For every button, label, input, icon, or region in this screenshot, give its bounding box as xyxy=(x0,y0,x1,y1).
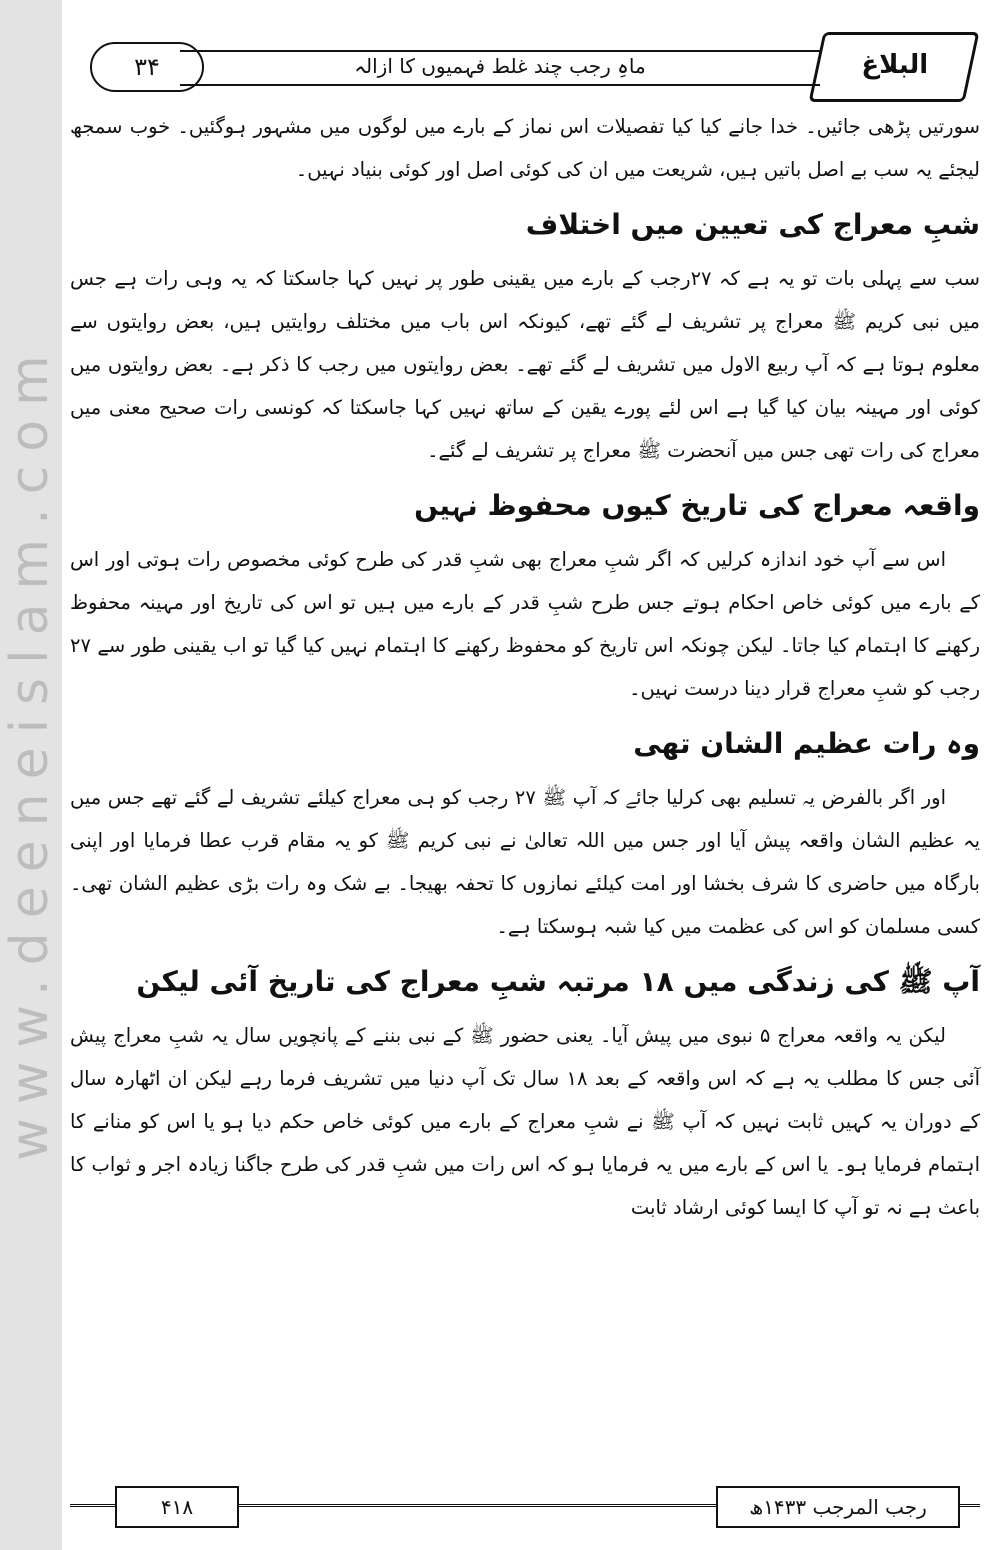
section-heading: آپ ﷺ کی زندگی میں ۱۸ مرتبہ شبِ معراج کی تاریخ آئی لیکن xyxy=(136,965,980,998)
page xyxy=(70,0,980,1550)
page-header xyxy=(70,28,980,100)
section-heading: وہ رات عظیم الشان تھی xyxy=(633,727,980,760)
article-body xyxy=(70,105,980,1229)
header-title: ماہِ رجب چند غلط فہمیوں کا ازالہ xyxy=(354,54,646,78)
watermark-text: www.deeneislam.com xyxy=(0,341,60,1161)
paragraph: اس سے آپ خود اندازہ کرلیں کہ اگر شبِ معراج بھی شبِ قدر کی طرح کوئی مخصوص رات ہوتی اور اس کے بارے میں کوئی خاص احکام ہوتے جس طرح شبِ قدر کے بارے میں ہیں تو اس کی تاریخ اور مہینہ محفوظ رکھنے کا اہتمام کیا جاتا۔ لیکن چونکہ اس تاریخ کو محفوظ رکھنے کا اہتمام نہیں کیا گیا تو اب یقینی طور سے ۲۷ رجب کو شبِ معراج قرار دینا درست نہیں۔ xyxy=(70,548,980,700)
watermark-strip xyxy=(0,0,62,1550)
header-frame xyxy=(180,50,820,86)
section-heading: واقعہ معراج کی تاریخ کیوں محفوظ نہیں xyxy=(414,489,980,522)
magazine-logo xyxy=(809,32,980,102)
footer-issue-date: رجب المرجب ۱۴۳۳ھ xyxy=(716,1486,960,1528)
paragraph: سورتیں پڑھی جائیں۔ خدا جانے کیا کیا تفصیلات اس نماز کے بارے میں لوگوں میں مشہور ہوگئیں۔ خوب سمجھ لیجئے یہ سب بے اصل باتیں ہیں، شریعت میں ان کی کوئی اصل اور کوئی بنیاد نہیں۔ xyxy=(70,115,980,181)
paragraph: اور اگر بالفرض یہ تسلیم بھی کرلیا جائے کہ آپ ﷺ ۲۷ رجب کو ہی معراج کیلئے تشریف لے گئے تھے جس میں یہ عظیم الشان واقعہ پیش آیا اور جس میں اللہ تعالیٰ نے نبی کریم ﷺ کو یہ مقام قرب عطا فرمایا اور اپنی بارگاہ میں حاضری کا شرف بخشا اور امت کیلئے نمازوں کا تحفہ بھیجا۔ بے شک وہ رات بڑی عظیم الشان تھی۔ کسی مسلمان کو اس کی عظمت میں کیا شبہ ہوسکتا ہے۔ xyxy=(70,786,980,938)
logo-text: البلاغ xyxy=(861,50,928,80)
page-footer xyxy=(70,1482,980,1532)
header-page-number: ۳۴ xyxy=(90,42,204,92)
paragraph: لیکن یہ واقعہ معراج ۵ نبوی میں پیش آیا۔ یعنی حضور ﷺ کے نبی بننے کے پانچویں سال یہ شبِ معراج پیش آئی جس کا مطلب یہ ہے کہ اس واقعہ کے بعد ۱۸ سال تک آپ دنیا میں تشریف فرما رہے لیکن ان اٹھارہ سال کے دوران یہ کہیں ثابت نہیں کہ آپ ﷺ نے شبِ معراج کے بارے میں کوئی خاص حکم دیا ہو یا اس کو منانے کا اہتمام فرمایا ہو۔ یا اس کے بارے میں یہ فرمایا ہو کہ اس رات میں شبِ قدر کی طرح جاگنا زیادہ اجر و ثواب کا باعث ہے نہ تو آپ کا ایسا کوئی ارشاد ثابت xyxy=(70,1024,980,1219)
section-heading: شبِ معراج کی تعیین میں اختلاف xyxy=(525,208,980,241)
footer-page-number: ۴۱۸ xyxy=(115,1486,239,1528)
paragraph: سب سے پہلی بات تو یہ ہے کہ ۲۷رجب کے بارے میں یقینی طور پر نہیں کہا جاسکتا کہ یہ وہی رات ہے جس میں نبی کریم ﷺ معراج پر تشریف لے گئے تھے، کیونکہ اس باب میں مختلف روایتیں ہیں، بعض روایتوں سے معلوم ہوتا ہے کہ آپ ربیع الاول میں تشریف لے گئے تھے۔ بعض روایتوں میں رجب کا ذکر ہے۔ بعض روایتوں میں کوئی اور مہینہ بیان کیا گیا ہے اس لئے پورے یقین کے ساتھ نہیں کہا جاسکتا کہ کونسی رات صحیح معنی میں معراج کی رات تھی جس میں آنحضرت ﷺ معراج پر تشریف لے گئے۔ xyxy=(70,267,980,462)
